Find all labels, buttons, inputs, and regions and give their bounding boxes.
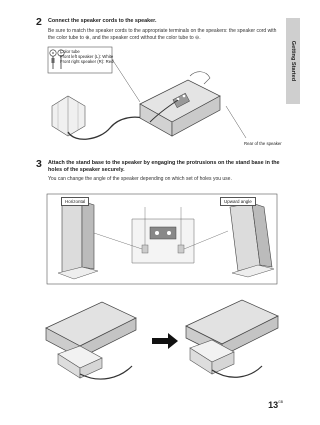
- step-3-number: 3: [36, 158, 42, 170]
- step-2-title: Connect the speaker cords to the speaker.: [48, 18, 157, 24]
- horizontal-label: Horizontal: [61, 197, 89, 206]
- stand-assembly-illustration: [40, 288, 284, 388]
- step-3-title: Attach the stand base to the speaker by engaging the protrusions on the stand base in the holes of the speaker securely.: [48, 160, 280, 173]
- page-number-value: 13: [268, 400, 279, 410]
- color-tube-callout: [60, 49, 126, 64]
- section-side-tab: [286, 18, 300, 104]
- callout-right-speaker-label: Front right speaker (R): Red: [60, 59, 114, 64]
- callout-left-speaker-label: Front left speaker (L): White: [60, 54, 114, 59]
- callout-color-tube-label: Color tube: [60, 49, 80, 54]
- speaker-angle-illustration: [46, 193, 278, 285]
- page-number: [268, 401, 283, 410]
- section-side-tab-label: Getting Started: [290, 40, 296, 82]
- step-2-body: Be sure to match the speaker cords to the appropriate terminals on the speakers: the speaker cord with the color tube to ⊕, and the speaker cord without the color tube to ⊖.: [48, 28, 277, 42]
- page-number-suffix: GB: [278, 400, 283, 404]
- step-3-body: You can change the angle of the speaker depending on which set of holes you use.: [48, 176, 232, 182]
- upward-angle-label: Upward angle: [220, 197, 256, 206]
- rear-of-speaker-label: Rear of the speaker: [244, 141, 282, 146]
- step-2-number: 2: [36, 16, 42, 28]
